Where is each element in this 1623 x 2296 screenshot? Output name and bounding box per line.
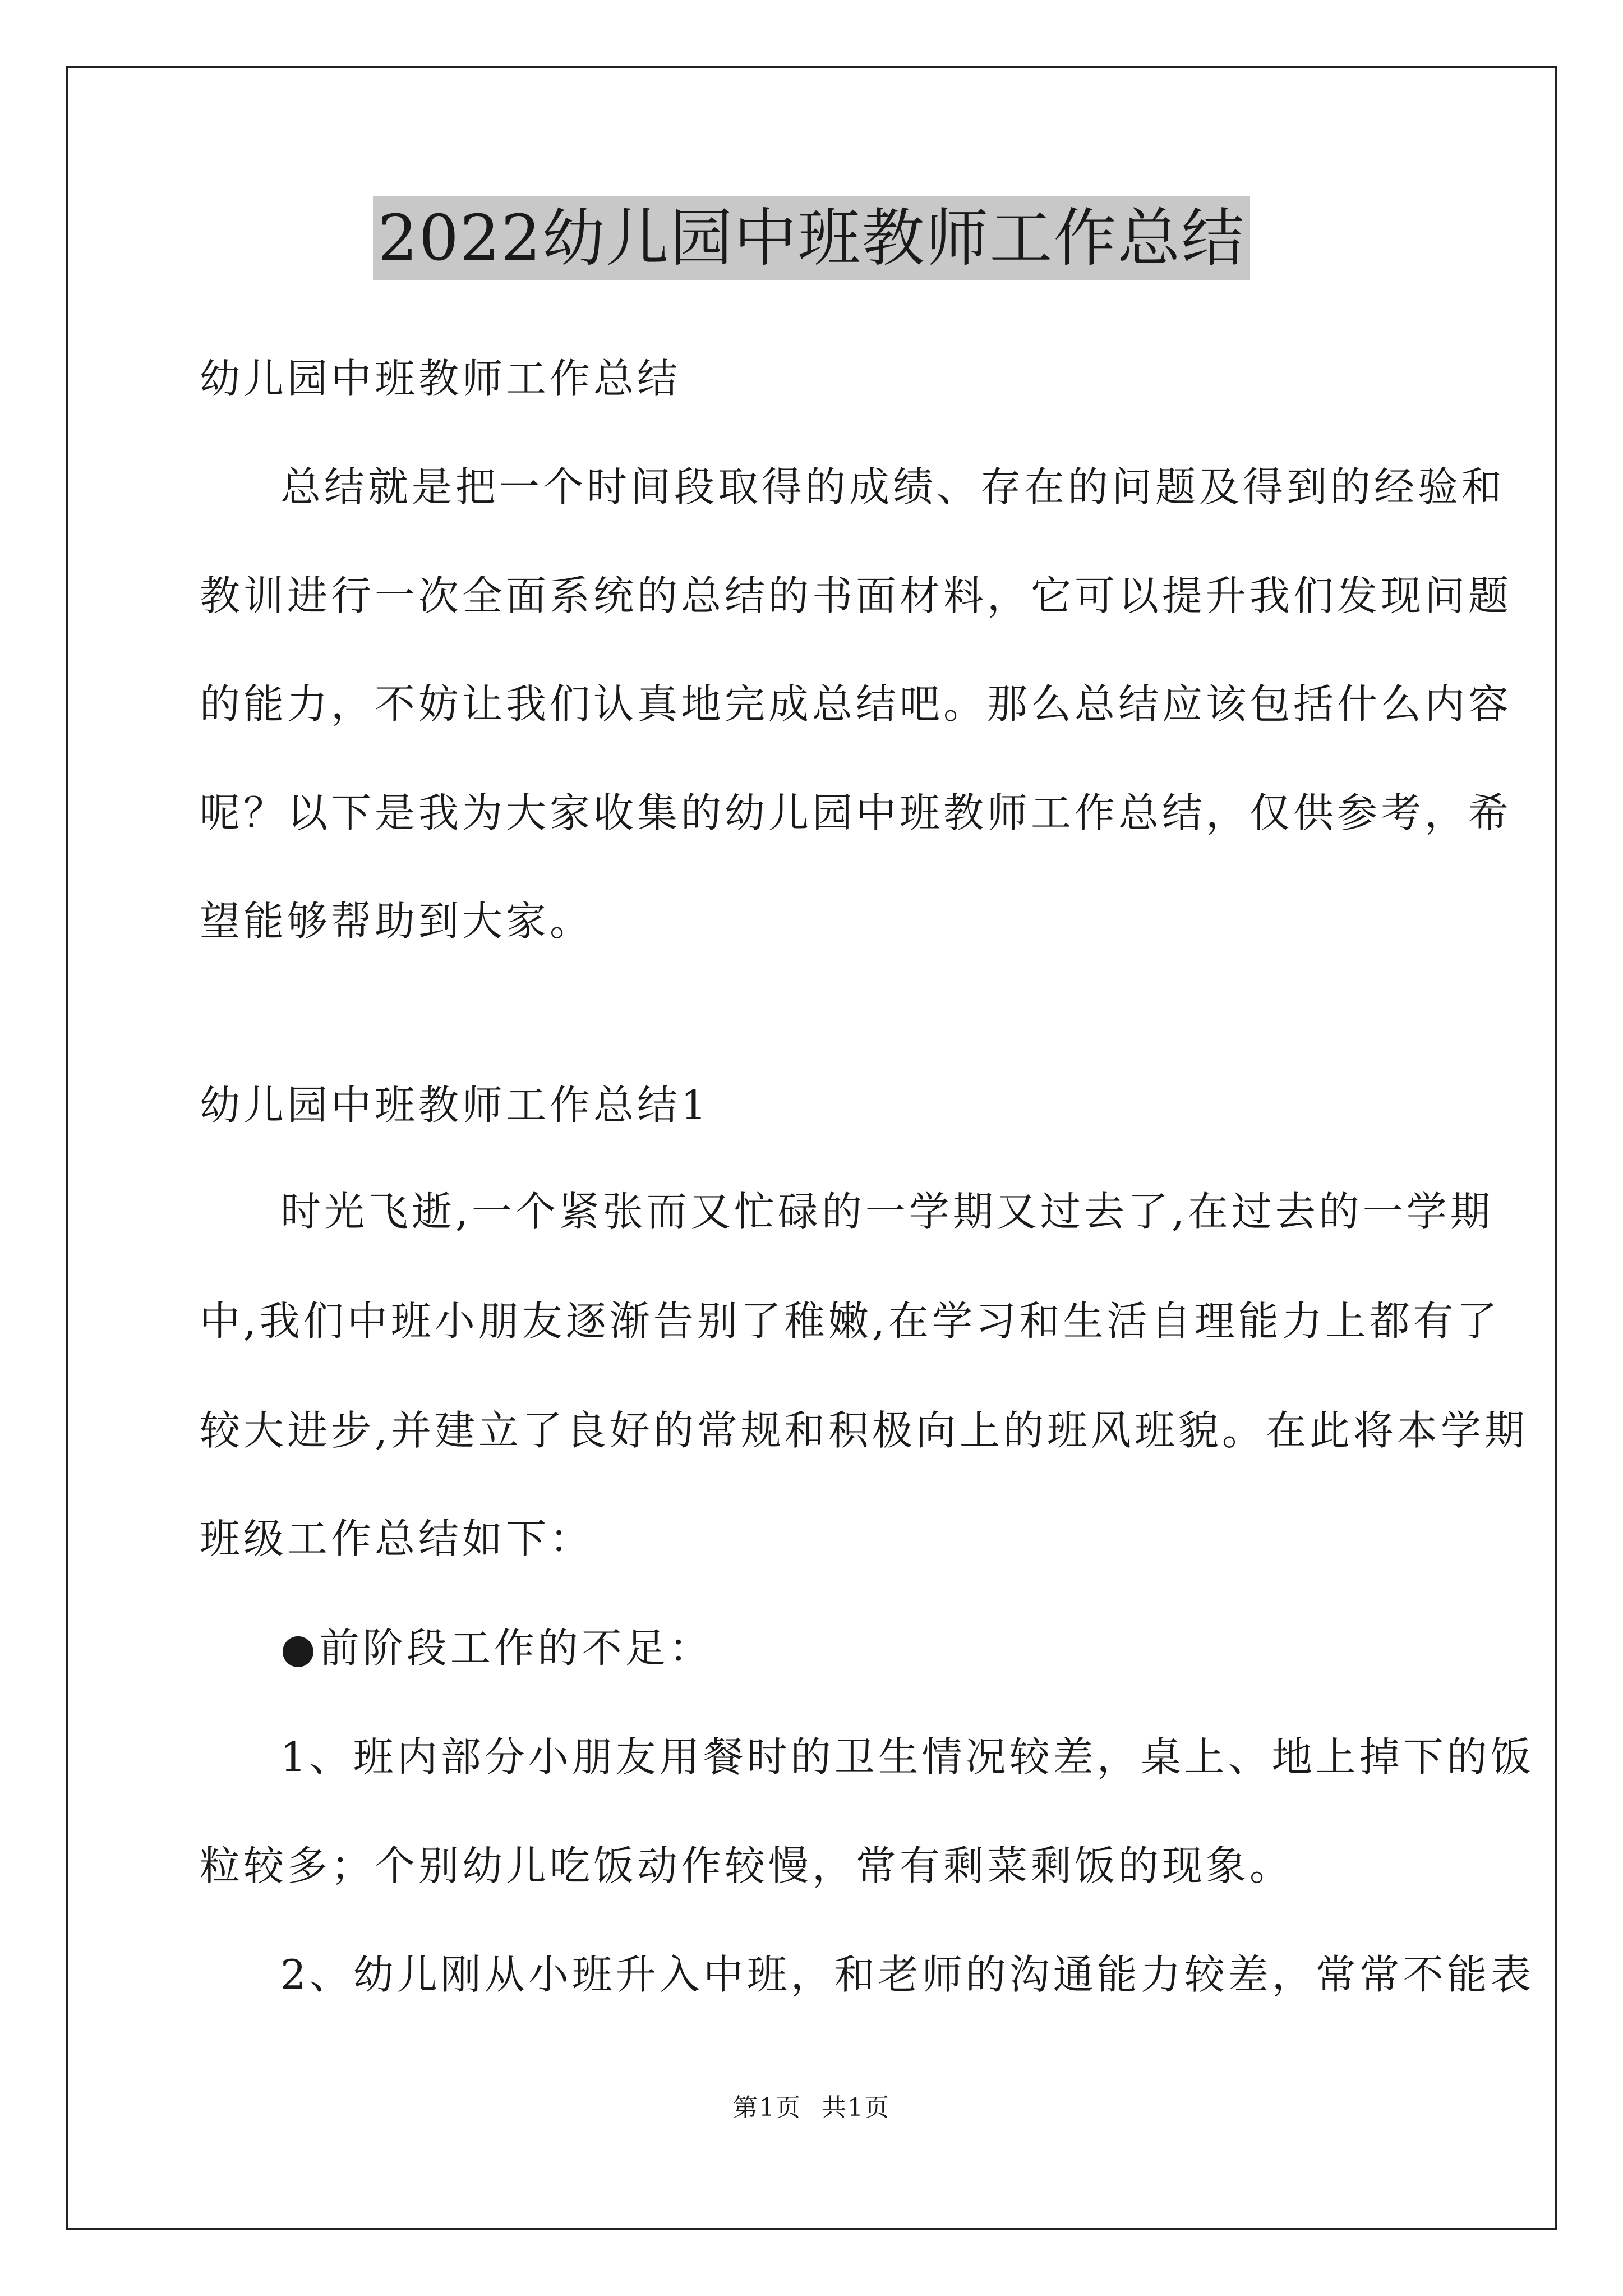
paragraph-line: 总结就是把一个时间段取得的成绩、存在的问题及得到的经验和 <box>280 463 1506 510</box>
paragraph-line: 粒较多；个别幼儿吃饭动作较慢，常有剩菜剩饭的现象。 <box>200 1842 1294 1889</box>
paragraph-line: 较大进步,并建立了良好的常规和积极向上的班风班貌。在此将本学期 <box>200 1407 1528 1454</box>
paragraph-line: 时光飞逝,一个紧张而又忙碌的一学期又过去了,在过去的一学期 <box>280 1188 1494 1235</box>
subtitle-line: 幼儿园中班教师工作总结 <box>200 355 681 402</box>
paragraph-line: 班级工作总结如下： <box>200 1515 594 1562</box>
paragraph-line: 望能够帮助到大家。 <box>200 898 594 945</box>
paragraph-line: 呢？以下是我为大家收集的幼儿园中班教师工作总结，仅供参考，希 <box>200 789 1513 836</box>
title-container <box>0 196 1623 280</box>
page-number: 第1页 <box>733 2093 801 2122</box>
page-total: 共1页 <box>822 2093 890 2122</box>
bullet-heading: ●前阶段工作的不足： <box>280 1625 713 1672</box>
paragraph-line: 2、幼儿刚从小班升入中班，和老师的沟通能力较差，常常不能表 <box>280 1951 1534 1998</box>
paragraph-line: 1、班内部分小朋友用餐时的卫生情况较差，桌上、地上掉下的饭 <box>280 1733 1534 1780</box>
section-heading: 幼儿园中班教师工作总结1 <box>200 1082 710 1129</box>
page-footer <box>0 2091 1623 2125</box>
paragraph-line: 的能力，不妨让我们认真地完成总结吧。那么总结应该包括什么内容 <box>200 680 1513 728</box>
paragraph-line: 中,我们中班小朋友逐渐告别了稚嫩,在学习和生活自理能力上都有了 <box>200 1297 1501 1345</box>
paragraph-line: 教训进行一次全面系统的总结的书面材料，它可以提升我们发现问题 <box>200 572 1513 619</box>
document-title: 2022幼儿园中班教师工作总结 <box>373 196 1249 280</box>
